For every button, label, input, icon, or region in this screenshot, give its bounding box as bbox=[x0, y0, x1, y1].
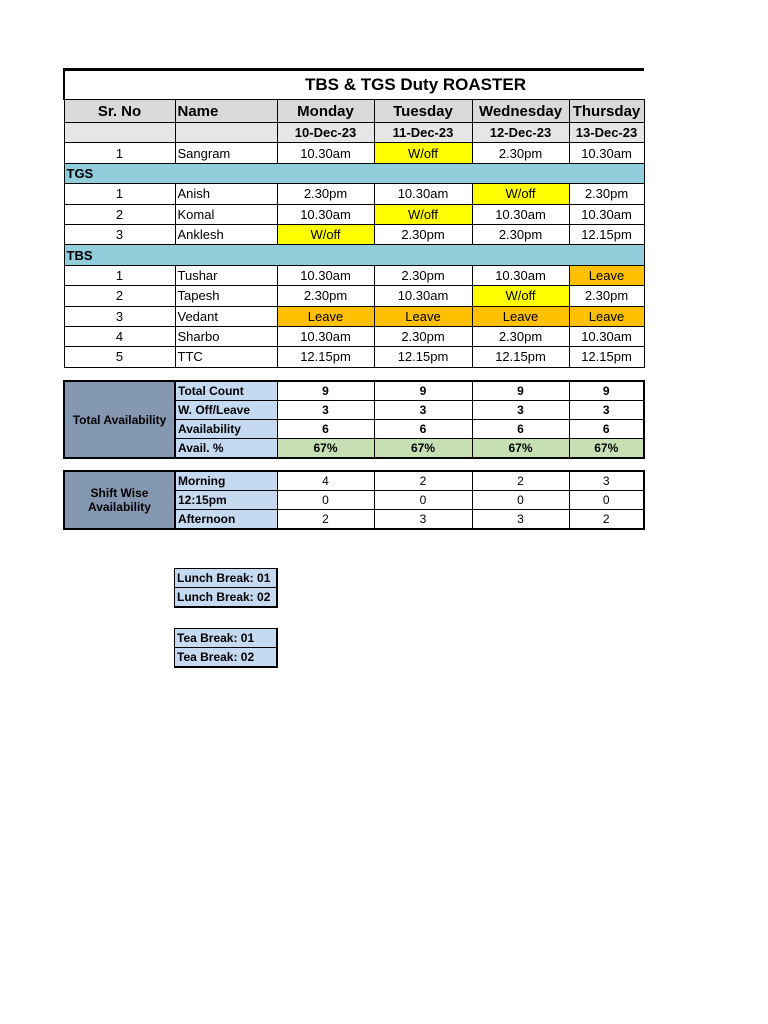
metric-value: 0 bbox=[569, 491, 644, 510]
metric-value: 6 bbox=[472, 420, 569, 439]
shift-cell: Leave bbox=[472, 306, 569, 326]
sr-no-cell: 1 bbox=[64, 265, 175, 285]
header-day: Tuesday bbox=[374, 100, 472, 123]
shift-cell: 2.30pm bbox=[374, 265, 472, 285]
sr-no-cell: 2 bbox=[64, 286, 175, 306]
empty-cell bbox=[175, 123, 277, 143]
shift-cell: 10.30am bbox=[277, 143, 374, 163]
name-cell: Anish bbox=[175, 184, 277, 204]
lunch-break-label: Lunch Break: 01 bbox=[175, 569, 277, 588]
table-row bbox=[64, 265, 644, 285]
total-availability-body bbox=[64, 381, 644, 458]
shift-cell: Leave bbox=[374, 306, 472, 326]
shift-cell: 2.30pm bbox=[472, 326, 569, 346]
header-date: 13-Dec-23 bbox=[569, 123, 644, 143]
sr-no-cell: 4 bbox=[64, 326, 175, 346]
metric-label: Availability bbox=[175, 420, 277, 439]
dates-row bbox=[64, 123, 644, 143]
section-label: TGS bbox=[64, 163, 644, 183]
tea-break-table bbox=[174, 628, 278, 668]
shift-cell: Leave bbox=[569, 306, 644, 326]
header-date: 11-Dec-23 bbox=[374, 123, 472, 143]
table-row bbox=[64, 286, 644, 306]
shift-cell: 12.15pm bbox=[569, 347, 644, 367]
metric-value: 3 bbox=[277, 401, 374, 420]
shift-cell: 10.30am bbox=[569, 326, 644, 346]
table-row bbox=[64, 204, 644, 224]
table-row bbox=[64, 306, 644, 326]
shift-availability-table bbox=[63, 470, 645, 530]
shift-cell: 12.15pm bbox=[277, 347, 374, 367]
shift-cell: 10.30am bbox=[569, 143, 644, 163]
sr-no-cell: 2 bbox=[64, 204, 175, 224]
metric-value: 2 bbox=[472, 471, 569, 491]
metric-label: Afternoon bbox=[175, 510, 277, 530]
name-cell: Vedant bbox=[175, 306, 277, 326]
availability-row bbox=[64, 381, 644, 401]
table-row bbox=[64, 326, 644, 346]
shift-cell: 2.30pm bbox=[569, 184, 644, 204]
shift-cell: 10.30am bbox=[472, 204, 569, 224]
shift-row bbox=[64, 471, 644, 491]
metric-label: 12:15pm bbox=[175, 491, 277, 510]
shift-cell: W/off bbox=[277, 224, 374, 244]
shift-cell: 2.30pm bbox=[569, 286, 644, 306]
metric-value: 4 bbox=[277, 471, 374, 491]
section-row bbox=[64, 245, 644, 265]
metric-value: 6 bbox=[277, 420, 374, 439]
name-cell: Tushar bbox=[175, 265, 277, 285]
header-date: 10-Dec-23 bbox=[277, 123, 374, 143]
roster-title: TBS & TGS Duty ROASTER bbox=[64, 70, 644, 100]
section-label: TBS bbox=[64, 245, 644, 265]
sr-no-cell: 1 bbox=[64, 184, 175, 204]
metric-value: 67% bbox=[277, 439, 374, 459]
shift-cell: 12.15pm bbox=[374, 347, 472, 367]
tea-break-label: Tea Break: 02 bbox=[175, 648, 277, 668]
shift-cell: 10.30am bbox=[277, 265, 374, 285]
metric-value: 3 bbox=[569, 471, 644, 491]
shift-cell: W/off bbox=[374, 143, 472, 163]
sr-no-cell: 5 bbox=[64, 347, 175, 367]
tea-break-row bbox=[175, 629, 277, 648]
metric-value: 6 bbox=[374, 420, 472, 439]
shift-cell: W/off bbox=[472, 286, 569, 306]
sr-no-cell: 3 bbox=[64, 306, 175, 326]
table-row bbox=[64, 143, 644, 163]
total-availability-table bbox=[63, 380, 645, 459]
name-cell: Komal bbox=[175, 204, 277, 224]
header-sr-no: Sr. No bbox=[64, 100, 175, 123]
metric-value: 9 bbox=[374, 381, 472, 401]
metric-value: 2 bbox=[277, 510, 374, 530]
shift-cell: 10.30am bbox=[569, 204, 644, 224]
metric-value: 0 bbox=[374, 491, 472, 510]
name-cell: Sharbo bbox=[175, 326, 277, 346]
name-cell: TTC bbox=[175, 347, 277, 367]
shift-cell: 12.15pm bbox=[472, 347, 569, 367]
shift-cell: 10.30am bbox=[472, 265, 569, 285]
tea-break-label: Tea Break: 01 bbox=[175, 629, 277, 648]
shift-cell: 12.15pm bbox=[569, 224, 644, 244]
header-day: Thursday bbox=[569, 100, 644, 123]
lunch-break-row bbox=[175, 588, 277, 608]
metric-value: 2 bbox=[569, 510, 644, 530]
shift-cell: 10.30am bbox=[277, 326, 374, 346]
header-row bbox=[64, 100, 644, 123]
metric-value: 9 bbox=[472, 381, 569, 401]
shift-availability-body bbox=[64, 471, 644, 529]
duty-roster-table bbox=[63, 68, 645, 368]
shift-cell: 2.30pm bbox=[374, 224, 472, 244]
shift-cell: 2.30pm bbox=[374, 326, 472, 346]
metric-value: 3 bbox=[472, 401, 569, 420]
header-day: Monday bbox=[277, 100, 374, 123]
table-row bbox=[64, 224, 644, 244]
header-name: Name bbox=[175, 100, 277, 123]
shift-cell: W/off bbox=[472, 184, 569, 204]
metric-label: W. Off/Leave bbox=[175, 401, 277, 420]
name-cell: Tapesh bbox=[175, 286, 277, 306]
metric-value: 6 bbox=[569, 420, 644, 439]
metric-value: 0 bbox=[472, 491, 569, 510]
metric-value: 3 bbox=[569, 401, 644, 420]
shift-cell: 2.30pm bbox=[277, 184, 374, 204]
total-availability-label: Total Availability bbox=[64, 381, 175, 458]
shift-availability-label: Shift Wise Availability bbox=[64, 471, 175, 529]
shift-cell: W/off bbox=[374, 204, 472, 224]
lunch-break-label: Lunch Break: 02 bbox=[175, 588, 277, 608]
table-row bbox=[64, 184, 644, 204]
lunch-break-table bbox=[174, 568, 278, 608]
shift-cell: 10.30am bbox=[374, 286, 472, 306]
metric-value: 0 bbox=[277, 491, 374, 510]
metric-label: Morning bbox=[175, 471, 277, 491]
name-cell: Sangram bbox=[175, 143, 277, 163]
metric-value: 3 bbox=[374, 401, 472, 420]
header-day: Wednesday bbox=[472, 100, 569, 123]
shift-cell: Leave bbox=[569, 265, 644, 285]
sr-no-cell: 3 bbox=[64, 224, 175, 244]
metric-value: 67% bbox=[569, 439, 644, 459]
name-cell: Anklesh bbox=[175, 224, 277, 244]
shift-cell: 2.30pm bbox=[472, 143, 569, 163]
roster-body bbox=[64, 70, 644, 368]
lunch-break-row bbox=[175, 569, 277, 588]
shift-cell: 10.30am bbox=[374, 184, 472, 204]
metric-label: Avail. % bbox=[175, 439, 277, 459]
shift-cell: 2.30pm bbox=[277, 286, 374, 306]
metric-value: 9 bbox=[277, 381, 374, 401]
shift-cell: 2.30pm bbox=[472, 224, 569, 244]
metric-value: 67% bbox=[472, 439, 569, 459]
metric-label: Total Count bbox=[175, 381, 277, 401]
shift-cell: 10.30am bbox=[277, 204, 374, 224]
tea-break-row bbox=[175, 648, 277, 668]
sr-no-cell: 1 bbox=[64, 143, 175, 163]
metric-value: 2 bbox=[374, 471, 472, 491]
metric-value: 3 bbox=[472, 510, 569, 530]
section-row bbox=[64, 163, 644, 183]
metric-value: 9 bbox=[569, 381, 644, 401]
empty-cell bbox=[64, 123, 175, 143]
metric-value: 67% bbox=[374, 439, 472, 459]
header-date: 12-Dec-23 bbox=[472, 123, 569, 143]
shift-cell: Leave bbox=[277, 306, 374, 326]
metric-value: 3 bbox=[374, 510, 472, 530]
table-row bbox=[64, 347, 644, 367]
title-row bbox=[64, 70, 644, 100]
